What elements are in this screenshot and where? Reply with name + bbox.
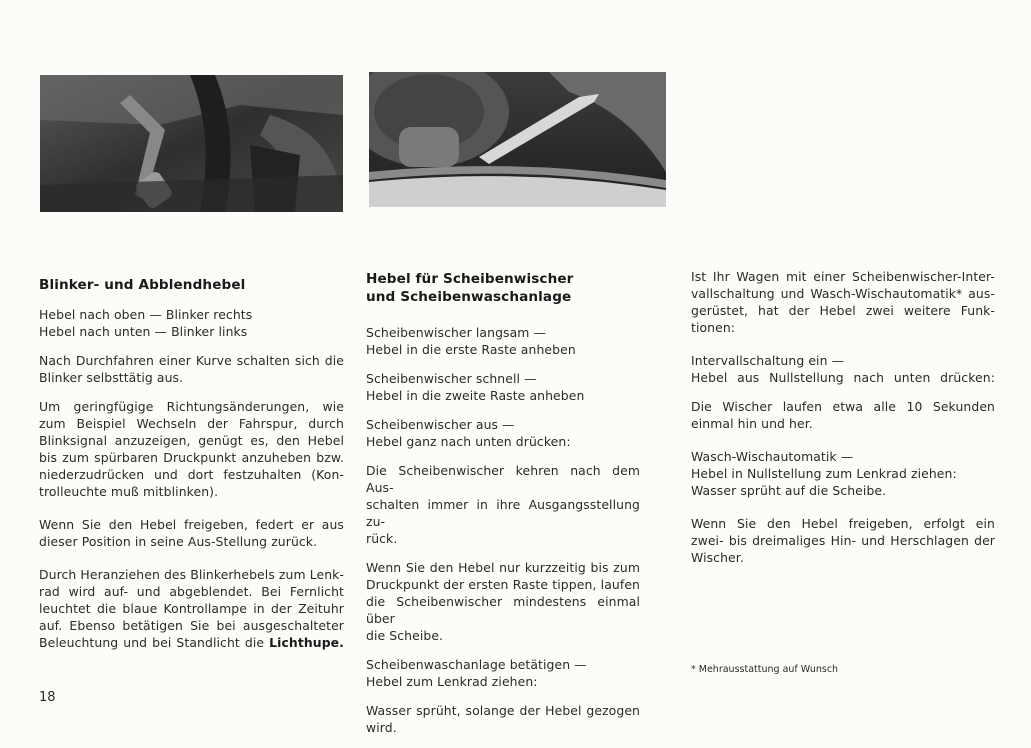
text-line: Wenn Sie den Hebel freigeben, erfolgt ein [691, 516, 995, 531]
text-line: niederzudrücken und dort festzuhalten (Kon- [39, 467, 344, 482]
paragraph [691, 398, 995, 432]
heading-line: Hebel für Scheibenwischer [366, 271, 574, 287]
paragraph [366, 370, 640, 404]
text-line: Wasser sprüht, solange der Hebel gezogen [366, 703, 640, 718]
paragraph [691, 352, 995, 386]
paragraph [39, 566, 344, 651]
text-line: schalten immer in ihre Ausgangsstellung zu- [366, 497, 640, 529]
text-line: tionen: [691, 320, 736, 335]
text-line: Wasch-Wischautomatik — [691, 449, 854, 464]
column-turn-signal [39, 276, 344, 663]
page-number: 18 [39, 690, 56, 705]
text-line: Die Wischer laufen etwa alle 10 Sekunden [691, 399, 995, 414]
text-line: Durch Heranziehen des Blinkerhebels zum Lenk- [39, 567, 344, 582]
text-line: zwei- bis dreimaliges Hin- und Herschlagen der [691, 533, 995, 548]
text-line: rad wird auf- und abgeblendet. Bei Fernlicht [39, 584, 344, 599]
text-line: gerüstet, hat der Hebel zwei weitere Funk- [691, 303, 995, 318]
text-line: Hebel aus Nullstellung nach unten drücken: [691, 370, 995, 385]
text-line: Hebel nach oben — Blinker rechts [39, 307, 253, 322]
turn-signal-lever-photo [40, 75, 343, 212]
text-line: auf. Ebenso betätigen Sie bei ausgeschalteter [39, 618, 344, 633]
text-line: rück. [366, 531, 398, 546]
text-line: Hebel in die erste Raste anheben [366, 342, 576, 357]
text-line: Hebel in die zweite Raste anheben [366, 388, 585, 403]
paragraph [39, 398, 344, 500]
footnote: * Mehrausstattung auf Wunsch [691, 664, 839, 675]
text-line: zum Beispiel Wechseln der Fahrspur, durch [39, 416, 344, 431]
section-heading: Blinker- und Abblendhebel [39, 277, 246, 293]
text-line: einmal hin und her. [691, 416, 813, 431]
text-line: dieser Position in seine Aus-Stellung zurück. [39, 534, 318, 549]
text-line: die Scheibe. [366, 628, 444, 643]
text-line: leuchtet die blaue Kontrollampe in der Zeituhr [39, 601, 344, 616]
paragraph [366, 416, 640, 450]
text-line: Die Scheibenwischer kehren nach dem Aus- [366, 463, 640, 495]
text-line [39, 634, 344, 651]
text-line: Nach Durchfahren einer Kurve schalten sich die [39, 353, 344, 368]
column-interval-wiper [691, 268, 995, 578]
text-line: Scheibenwischer langsam — [366, 325, 546, 340]
text-line: Wasser sprüht auf die Scheibe. [691, 483, 887, 498]
text-line: Hebel zum Lenkrad ziehen: [366, 674, 538, 689]
text-line: wird. [366, 720, 397, 735]
column-wiper [366, 270, 640, 748]
paragraph [366, 559, 640, 644]
bold-term: Lichthupe. [269, 635, 344, 650]
text-line: Wenn Sie den Hebel freigeben, federt er aus [39, 517, 344, 532]
text-line: bis zum spürbaren Druckpunkt anzuheben bzw. [39, 450, 344, 465]
text-line: Wischer. [691, 550, 744, 565]
text-line: Hebel ganz nach unten drücken: [366, 434, 571, 449]
text-line: Ist Ihr Wagen mit einer Scheibenwischer-Inter- [691, 269, 995, 284]
text-line: trolleuchte muß mitblinken). [39, 484, 219, 499]
paragraph [366, 324, 640, 358]
paragraph [39, 516, 344, 550]
paragraph [366, 702, 640, 736]
paragraph [691, 515, 995, 566]
text-line: Intervallschaltung ein — [691, 353, 845, 368]
heading-line: und Scheibenwaschanlage [366, 289, 572, 305]
text-line: Blinksignal anzuzeigen, genügt es, den Hebel [39, 433, 344, 448]
text-line: Um geringfügige Richtungsänderungen, wie [39, 399, 344, 414]
text-line: Scheibenwischer aus — [366, 417, 515, 432]
text-line: Wenn Sie den Hebel nur kurzzeitig bis zum [366, 560, 640, 575]
text-line: Hebel nach unten — Blinker links [39, 324, 248, 339]
text-fragment: Beleuchtung und bei Standlicht die [39, 635, 265, 650]
text-line: Druckpunkt der ersten Raste tippen, laufen [366, 577, 640, 592]
paragraph [691, 268, 995, 336]
paragraph [39, 352, 344, 386]
text-line: Blinker selbsttätig aus. [39, 370, 184, 385]
paragraph [39, 306, 344, 340]
text-line: Hebel in Nullstellung zum Lenkrad ziehen: [691, 466, 957, 481]
wiper-lever-photo [369, 72, 666, 207]
paragraph [691, 448, 995, 499]
section-heading [366, 270, 640, 306]
text-line: die Scheibenwischer mindestens einmal über [366, 594, 640, 626]
text-line: Scheibenwischer schnell — [366, 371, 537, 386]
text-line: Scheibenwaschanlage betätigen — [366, 657, 587, 672]
paragraph [366, 462, 640, 547]
paragraph [366, 656, 640, 690]
text-line: vallschaltung und Wasch-Wischautomatik* aus- [691, 286, 995, 301]
